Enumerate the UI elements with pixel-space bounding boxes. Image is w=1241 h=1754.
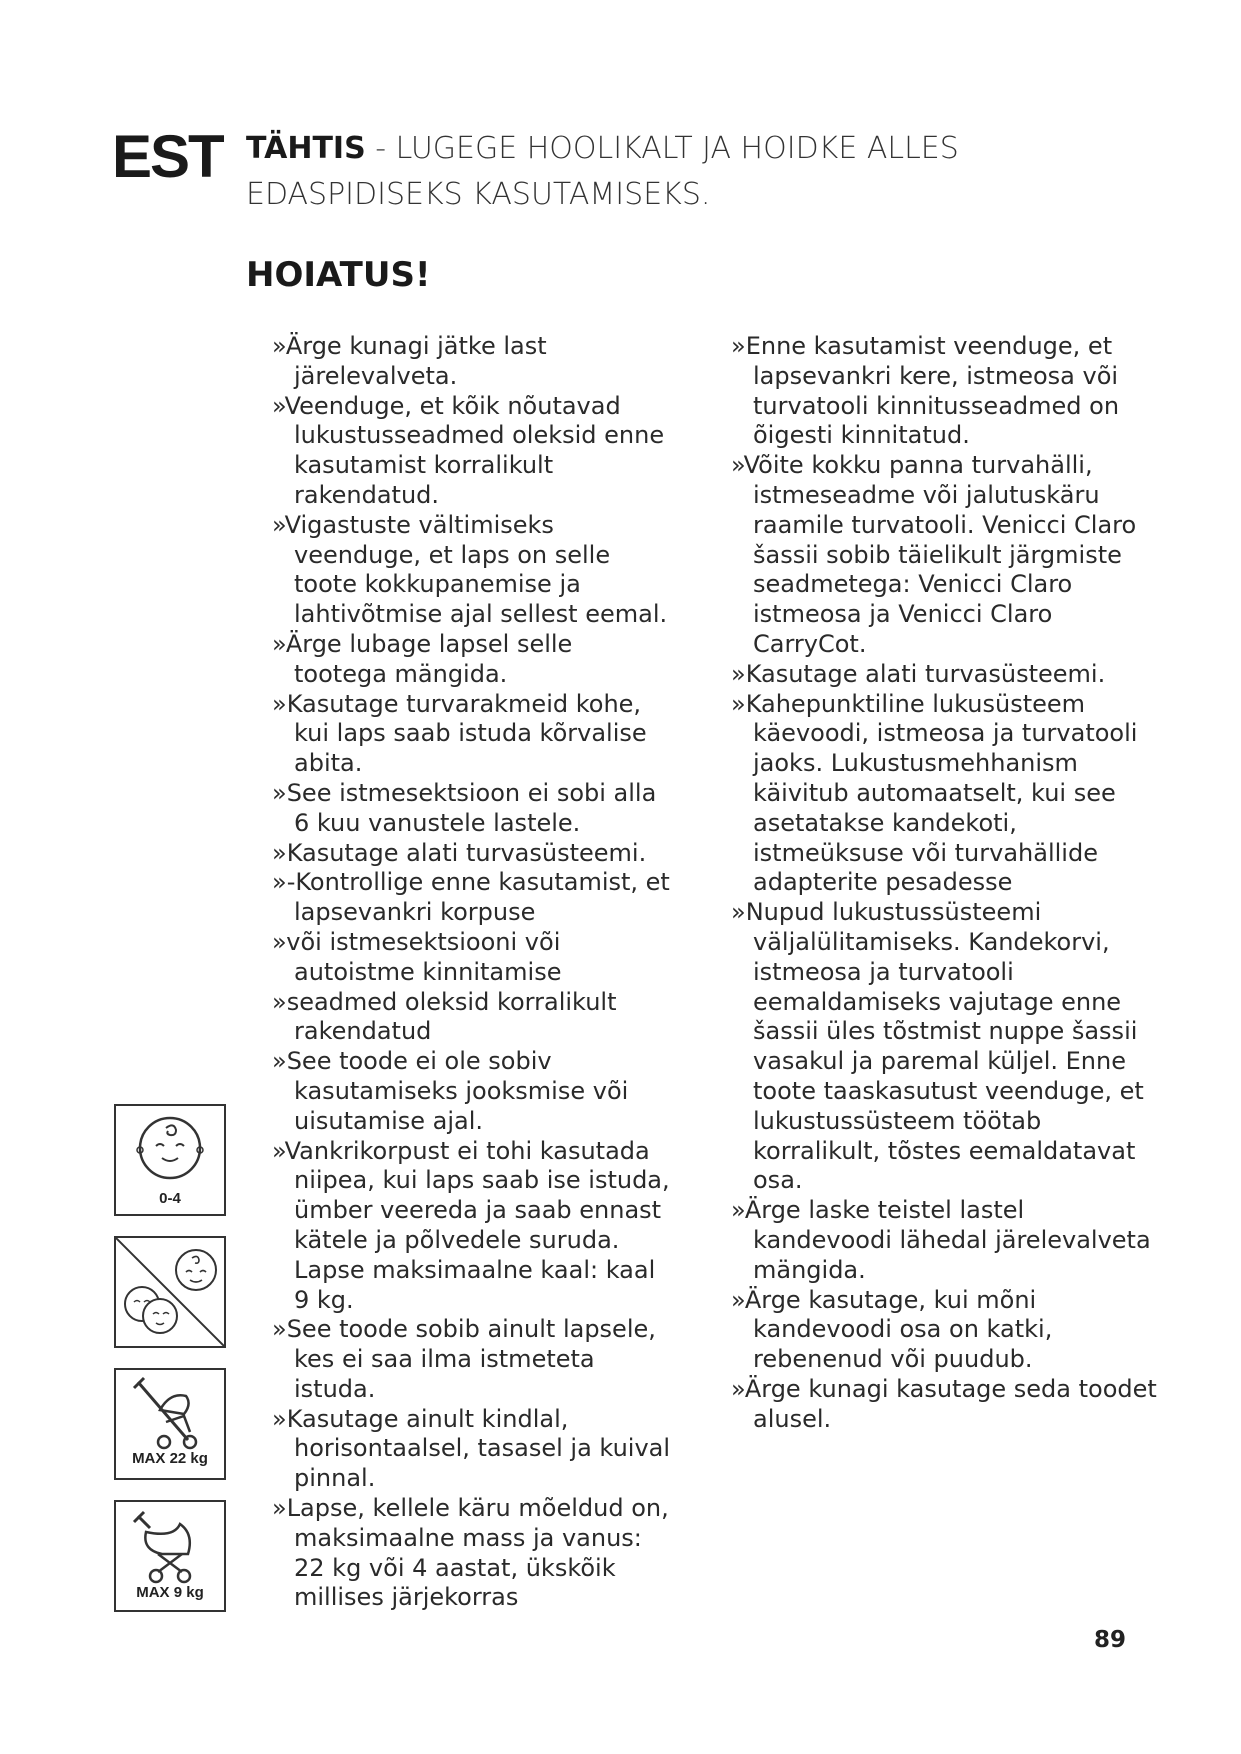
warning-item: » Nupud lukustussüsteemi väljalülitamiseks. Kandekorvi, istmeosa ja turvatooli eemaldamiseks vajutage enne šassii üles tõstmist nuppe šassii vasakul ja paremal küljel. Enne toote taaskasutust veenduge, et lukustussüsteem töötab korralikult, tõstes eemaldatavat osa. [731,898,1161,1196]
max-carrycot-label: MAX 9 kg [136,1584,204,1601]
warning-item: » Kahepunktiline lukusüsteem käevoodi, istmeosa ja turvatooli jaoks. Lukustusmehhanism käivitub automaatselt, kui see asetatakse kandekoti, istmeüksuse või turvahällide adapterite pesadesse [731,690,1161,899]
warning-item: » Vankrikorpust ei tohi kasutada niipea, kui laps saab ise istuda, ümber veereda ja saab ennast kätele ja põlvedele suruda. Lapse maksimaalne kaal: kaal 9 kg. [272,1137,672,1316]
age-icon-box [114,1104,226,1216]
title-instruction: - LUGEGE HOOLIKALT JA HOIDKE ALLES EDASPIDISEKS KASUTAMISEKS. [246,131,959,212]
warning-item: » Kasutage ainult kindlal, horisontaalsel, tasasel ja kuival pinnal. [272,1405,672,1494]
warning-item: » See toode sobib ainult lapsele, kes ei saa ilma istmeteta istuda. [272,1315,672,1404]
warning-item: » Kasutage alati turvasüsteemi. [731,660,1161,690]
warning-item: » Ärge laske teistel lastel kandevoodi lähedal järelevalveta mängida. [731,1196,1161,1285]
safety-icons [114,1104,230,1632]
language-code: EST [112,123,223,190]
warning-item: » Kasutage turvarakmeid kohe, kui laps saab istuda kõrvalise abita. [272,690,672,779]
warning-item: » See istmesektsioon ei sobi alla 6 kuu vanustele lastele. [272,779,672,839]
warning-item: » Lapse, kellele käru mõeldud on, maksimaalne mass ja vanus: 22 kg või 4 aastat, ükskõik millises järjekorras [272,1494,672,1613]
title-important: TÄHTIS [246,131,366,166]
warning-item: » Enne kasutamist veenduge, et lapsevankri kere, istmeosa või turvatooli kinnitusseadmed on õigesti kinnitatud. [731,332,1161,451]
left-column [272,332,672,1613]
twins-icon-box [114,1236,226,1348]
warning-item: » See toode ei ole sobiv kasutamiseks jooksmise või uisutamise ajal. [272,1047,672,1136]
warning-item: » Võite kokku panna turvahälli, istmeseadme või jalutuskäru raamile turvatooli. Venicci Claro šassii sobib täielikult järgmiste seadmetega: Venicci Claro istmeosa ja Venicci Claro CarryCot. [731,451,1161,660]
max-stroller-label: MAX 22 kg [132,1450,208,1467]
warning-item: » Ärge kunagi jätke last järelevalveta. [272,332,672,392]
no-twins-icon [116,1238,224,1346]
warning-item: » Veenduge, et kõik nõutavad lukustusseadmed oleksid enne kasutamist korralikult rakendatud. [272,392,672,511]
warning-item: » Ärge kasutage, kui mõni kandevoodi osa on katki, rebenenud või puudub. [731,1286,1161,1375]
warning-item: » Kasutage alati turvasüsteemi. [272,839,672,869]
warning-item: » või istmesektsiooni või autoistme kinnitamise [272,928,672,988]
right-column [731,332,1161,1434]
carrycot-icon-box [114,1500,226,1612]
page-title [246,126,1146,218]
stroller-icon-box [114,1368,226,1480]
warning-heading: HOIATUS! [246,255,431,295]
warning-item: » Vigastuste vältimiseks veenduge, et laps on selle toote kokkupanemise ja lahtivõtmise ajal sellest eemal. [272,511,672,630]
page-number: 89 [1094,1627,1127,1653]
warning-item: » seadmed oleksid korralikult rakendatud [272,988,672,1048]
age-label: 0-4 [159,1190,181,1207]
warning-item: » Ärge kunagi kasutage seda toodet alusel. [731,1375,1161,1435]
warning-item: » Ärge lubage lapsel selle tootega mängida. [272,630,672,690]
warning-item: » -Kontrollige enne kasutamist, et lapsevankri korpuse [272,868,672,928]
